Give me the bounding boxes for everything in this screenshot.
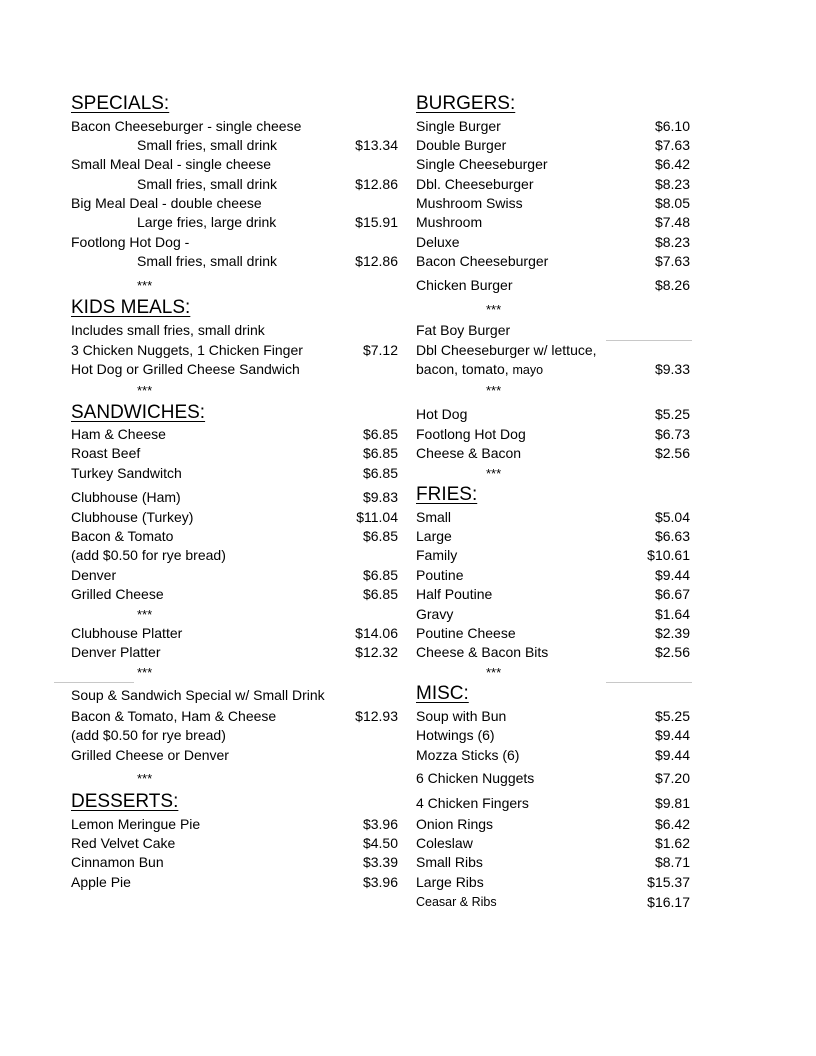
menu-item: Bacon Cheeseburger $7.63 xyxy=(416,253,690,269)
menu-item: Gravy $1.64 xyxy=(416,606,690,622)
menu-item: Grilled Cheese or Denver xyxy=(71,747,229,763)
separator: *** xyxy=(486,665,502,680)
menu-item: Bacon & Tomato, Ham & Cheese $12.93 xyxy=(71,708,398,724)
menu-item: Includes small fries, small drink xyxy=(71,322,265,338)
menu-item: Mushroom Swiss $8.05 xyxy=(416,195,690,211)
menu-item: Small $5.04 xyxy=(416,509,690,525)
menu-item: Bacon Cheeseburger - single cheese xyxy=(71,118,302,134)
fries-heading: FRIES: xyxy=(416,484,478,505)
menu-item: Dbl Cheeseburger w/ lettuce, xyxy=(416,342,597,358)
menu-item: Cheese & Bacon Bits $2.56 xyxy=(416,644,690,660)
separator: *** xyxy=(486,466,502,481)
burgers-heading: BURGERS: xyxy=(416,93,516,114)
menu-item: (add $0.50 for rye bread) xyxy=(71,547,226,563)
menu-item: Red Velvet Cake $4.50 xyxy=(71,835,398,851)
menu-item: Hotwings (6) $9.44 xyxy=(416,727,690,743)
menu-item: 6 Chicken Nuggets $7.20 xyxy=(416,770,690,786)
menu-item: Small fries, small drink $12.86 xyxy=(137,253,398,269)
separator: *** xyxy=(137,771,153,786)
separator: *** xyxy=(486,302,502,317)
menu-item: Poutine Cheese $2.39 xyxy=(416,625,690,641)
menu-item: Big Meal Deal - double cheese xyxy=(71,195,262,211)
menu-item: Denver $6.85 xyxy=(71,567,398,583)
menu-item: Mozza Sticks (6) $9.44 xyxy=(416,747,690,763)
menu-item: Denver Platter $12.32 xyxy=(71,644,398,660)
menu-item: Single Burger $6.10 xyxy=(416,118,690,134)
menu-item: Coleslaw $1.62 xyxy=(416,835,690,851)
misc-heading: MISC: xyxy=(416,683,469,704)
separator: *** xyxy=(137,383,153,398)
menu-item: Lemon Meringue Pie $3.96 xyxy=(71,816,398,832)
menu-item: Ceasar & Ribs $16.17 xyxy=(416,894,690,910)
menu-item: Roast Beef $6.85 xyxy=(71,445,398,461)
menu-item: Ham & Cheese $6.85 xyxy=(71,426,398,442)
menu-item: 3 Chicken Nuggets, 1 Chicken Finger $7.12 xyxy=(71,342,398,358)
menu-item: Large $6.63 xyxy=(416,528,690,544)
desserts-heading: DESSERTS: xyxy=(71,791,179,812)
menu-item: Double Burger $7.63 xyxy=(416,137,690,153)
menu-item: Apple Pie $3.96 xyxy=(71,874,398,890)
menu-item: Small fries, small drink $13.34 xyxy=(137,137,398,153)
menu-item: Grilled Cheese $6.85 xyxy=(71,586,398,602)
kids-meals-heading: KIDS MEALS: xyxy=(71,297,191,318)
menu-item: Dbl. Cheeseburger $8.23 xyxy=(416,176,690,192)
menu-item: 4 Chicken Fingers $9.81 xyxy=(416,795,690,811)
menu-item: Clubhouse Platter $14.06 xyxy=(71,625,398,641)
menu-item: Chicken Burger $8.26 xyxy=(416,277,690,293)
menu-item: Soup & Sandwich Special w/ Small Drink xyxy=(71,687,325,703)
menu-item: Clubhouse (Turkey) $11.04 xyxy=(71,509,398,525)
menu-item: Cinnamon Bun $3.39 xyxy=(71,854,398,870)
separator: *** xyxy=(137,278,153,293)
menu-item: Small Ribs $8.71 xyxy=(416,854,690,870)
separator: *** xyxy=(486,383,502,398)
menu-item: Large Ribs $15.37 xyxy=(416,874,690,890)
menu-item: Mushroom $7.48 xyxy=(416,214,690,230)
divider xyxy=(54,682,134,683)
menu-item: Onion Rings $6.42 xyxy=(416,816,690,832)
menu-item: Single Cheeseburger $6.42 xyxy=(416,156,690,172)
menu-item: Deluxe $8.23 xyxy=(416,234,690,250)
menu-item: Family $10.61 xyxy=(416,547,690,563)
menu-item: Small fries, small drink $12.86 xyxy=(137,176,398,192)
menu-item: Clubhouse (Ham) $9.83 xyxy=(71,489,398,505)
separator: *** xyxy=(137,665,153,680)
menu-item: Small Meal Deal - single cheese xyxy=(71,156,271,172)
menu-item: Soup with Bun $5.25 xyxy=(416,708,690,724)
menu-item: Turkey Sandwitch $6.85 xyxy=(71,465,398,481)
menu-item: bacon, tomato, mayo $9.33 xyxy=(416,361,690,377)
menu-item: (add $0.50 for rye bread) xyxy=(71,727,226,743)
specials-heading: SPECIALS: xyxy=(71,93,170,114)
menu-item: Footlong Hot Dog $6.73 xyxy=(416,426,690,442)
menu-item: Cheese & Bacon $2.56 xyxy=(416,445,690,461)
menu-item: Half Poutine $6.67 xyxy=(416,586,690,602)
menu-item: Bacon & Tomato $6.85 xyxy=(71,528,398,544)
sandwiches-heading: SANDWICHES: xyxy=(71,402,206,423)
separator: *** xyxy=(137,607,153,622)
menu-item: Footlong Hot Dog - xyxy=(71,234,190,250)
menu-item: Fat Boy Burger xyxy=(416,322,511,338)
menu-item: Large fries, large drink $15.91 xyxy=(137,214,398,230)
menu-item: Hot Dog or Grilled Cheese Sandwich xyxy=(71,361,300,377)
menu-item: Poutine $9.44 xyxy=(416,567,690,583)
menu-item: Hot Dog $5.25 xyxy=(416,406,690,422)
